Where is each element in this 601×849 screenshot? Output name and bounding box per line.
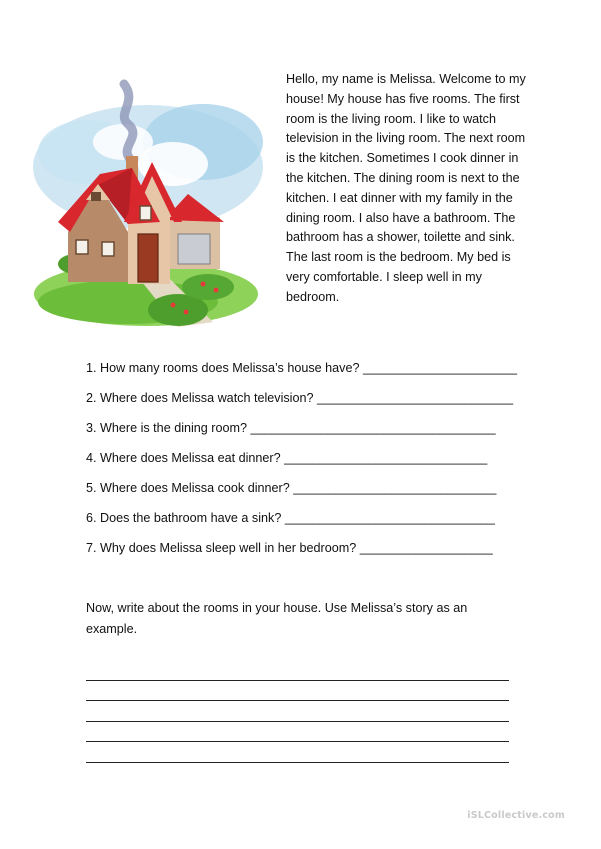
writing-line (86, 742, 509, 763)
question-item (86, 418, 526, 448)
writing-prompt: Now, write about the rooms in your house. Use Melissa’s story as an example. (86, 601, 468, 636)
question-item (86, 448, 526, 478)
writing-lines (86, 660, 509, 763)
question-item (86, 478, 526, 508)
question-text: 5. Where does Melissa cook dinner? _____________________________ (86, 481, 497, 495)
writing-line (86, 701, 509, 722)
writing-line (86, 681, 509, 702)
question-text: 7. Why does Melissa sleep well in her bedroom? ___________________ (86, 541, 493, 555)
writing-line (86, 722, 509, 743)
question-text: 6. Does the bathroom have a sink? ______________________________ (86, 511, 495, 525)
question-list (86, 358, 526, 568)
question-text: 1. How many rooms does Melissa’s house have? ______________________ (86, 361, 518, 375)
question-text: 4. Where does Melissa eat dinner? _____________________________ (86, 451, 488, 465)
watermark: iSLCollective.com (467, 810, 565, 821)
question-item (86, 388, 526, 418)
question-text: 3. Where is the dining room? ___________________________________ (86, 421, 496, 435)
question-item (86, 508, 526, 538)
question-item (86, 358, 526, 388)
question-item (86, 538, 526, 568)
house-illustration (28, 72, 268, 340)
story-paragraph: Hello, my name is Melissa. Welcome to my house! My house has five rooms. The first room is the living room. I like to watch television in the living room. The next room is the kitchen. Sometimes I cook dinner in the kitchen. The dining room is next to the kitchen. I eat dinner with my family in the dining room. I also have a bathroom. The bathroom has a shower, toilette and sink. The last room is the bedroom. My bed is very comfortable. I sleep well in my bedroom. (286, 72, 526, 304)
writing-line (86, 660, 509, 681)
question-text: 2. Where does Melissa watch television? ____________________________ (86, 391, 514, 405)
